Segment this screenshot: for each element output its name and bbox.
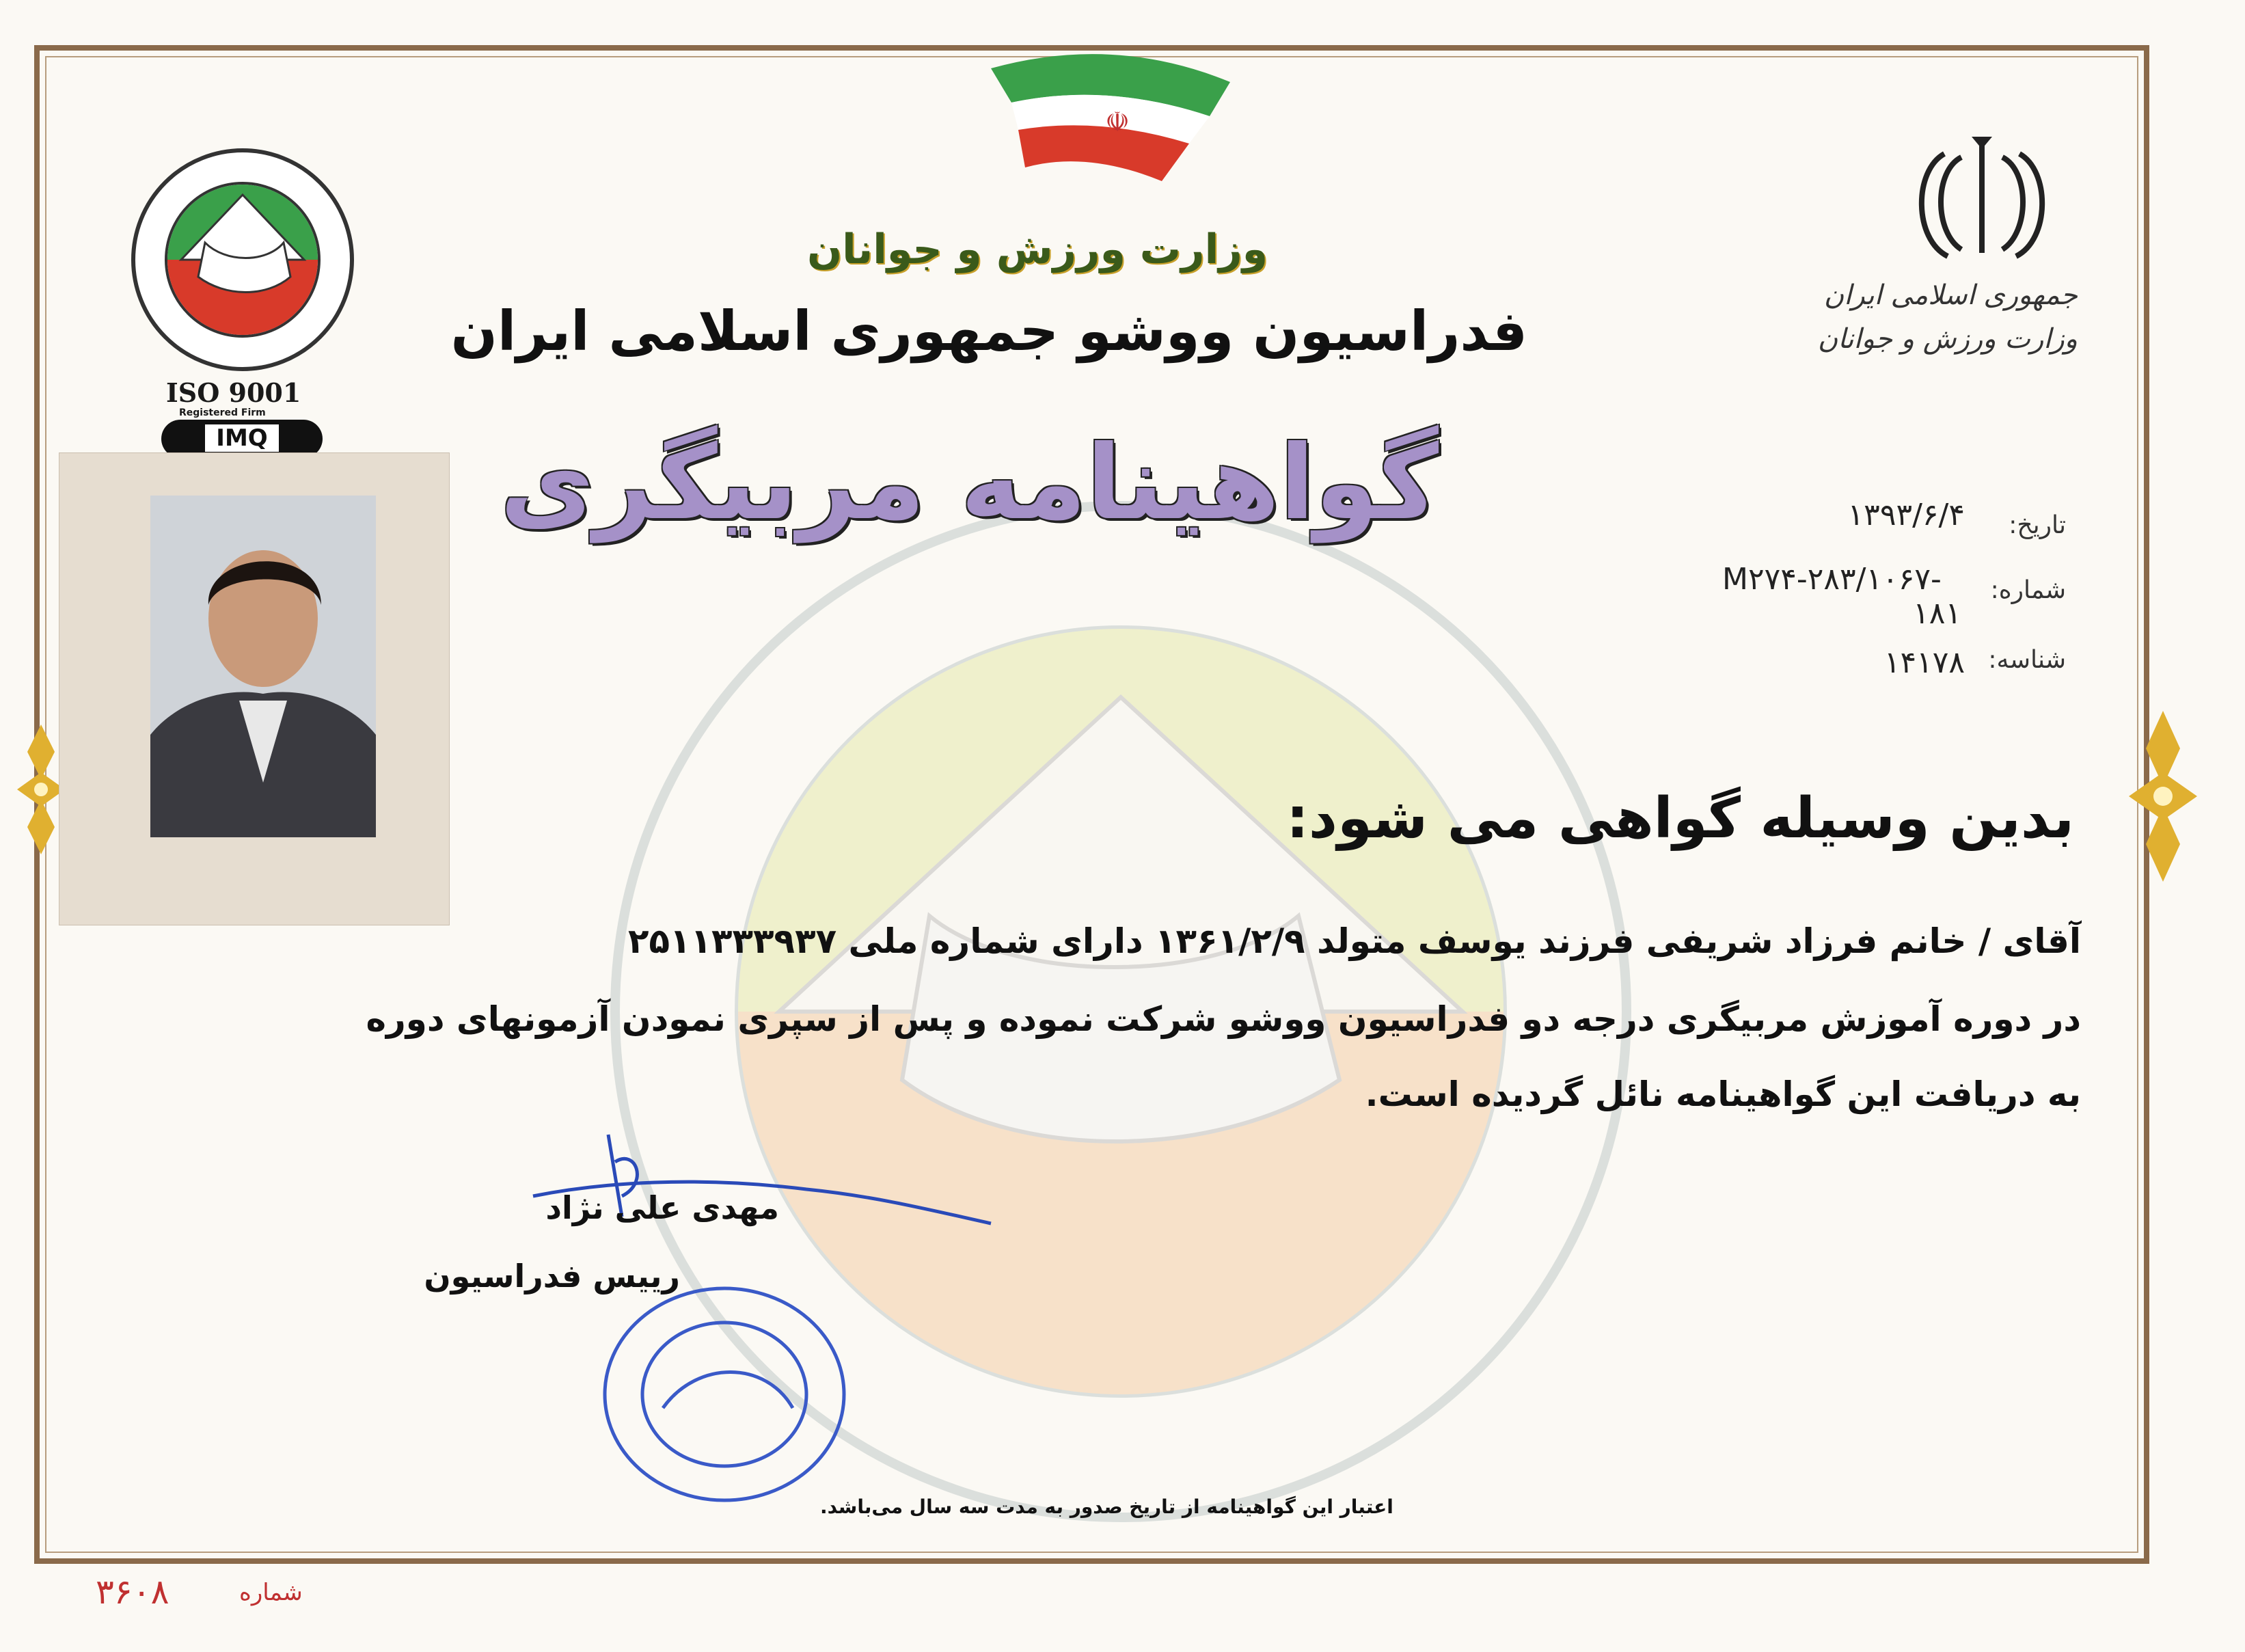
number-value: M۲۷۴-۲۸۳/۱۰۶۷- [1722, 562, 1942, 597]
body-line-3: به دریافت این گواهینامه نائل گردیده است. [1365, 1074, 2081, 1114]
right-ornament-icon [2125, 711, 2201, 882]
serial-value: ۳۶۰۸ [96, 1572, 169, 1612]
validity-note: اعتبار این گواهینامه از تاریخ صدور به مدت سه سال می‌باشد. [820, 1495, 1393, 1518]
holder-photo [150, 496, 376, 837]
flag-graphic [984, 41, 1244, 185]
body-line-2: در دوره آموزش مربیگری درجه دو فدراسیون ووشو شرکت نموده و پس از سپری نمودن آزمونهای دوره [366, 999, 2081, 1039]
federation-logo [130, 147, 355, 373]
ministry-title: وزارت ورزش و جوانان [806, 226, 1268, 273]
iran-emblem-icon [1907, 130, 2057, 267]
body-line-1: آقای / خانم فرزاد شریفی فرزند یوسف متولد ۱۳۶۱/۲/۹ دارای شماره ملی ۲۵۱۱۳۳۳۹۳۷ [627, 921, 2081, 961]
emblem-line-1: جمهوری اسلامی ایران [1823, 280, 2078, 311]
svg-text:☫: ☫ [1105, 107, 1130, 138]
certify-heading: بدین وسیله گواهی می شود: [1286, 786, 2074, 851]
signer-title: رییس فدراسیون [424, 1258, 680, 1295]
certificate-title: گواهینامه مربیگری [500, 424, 1439, 543]
emblem-text [1818, 273, 2078, 361]
official-stamp [595, 1278, 854, 1511]
date-label: تاریخ: [2009, 511, 2066, 539]
federation-title: فدراسیون ووشو جمهوری اسلامی ایران [450, 299, 1527, 363]
iso-sub-label: Registered Firm [179, 407, 266, 418]
number-value-2: ۱۸۱ [1913, 596, 1961, 631]
iso-label: ISO 9001 [166, 377, 301, 408]
imq-label: IMQ [205, 424, 279, 452]
number-label: شماره: [1990, 576, 2066, 604]
date-value: ۱۳۹۳/۶/۴ [1847, 498, 1965, 532]
id-label: شناسه: [1988, 646, 2066, 674]
serial-label: شماره [239, 1579, 303, 1606]
id-value: ۱۴۱۷۸ [1883, 645, 1965, 680]
emblem-line-2: وزارت ورزش و جوانان [1817, 323, 2078, 355]
signer-name: مهدی علی نژاد [545, 1189, 779, 1226]
